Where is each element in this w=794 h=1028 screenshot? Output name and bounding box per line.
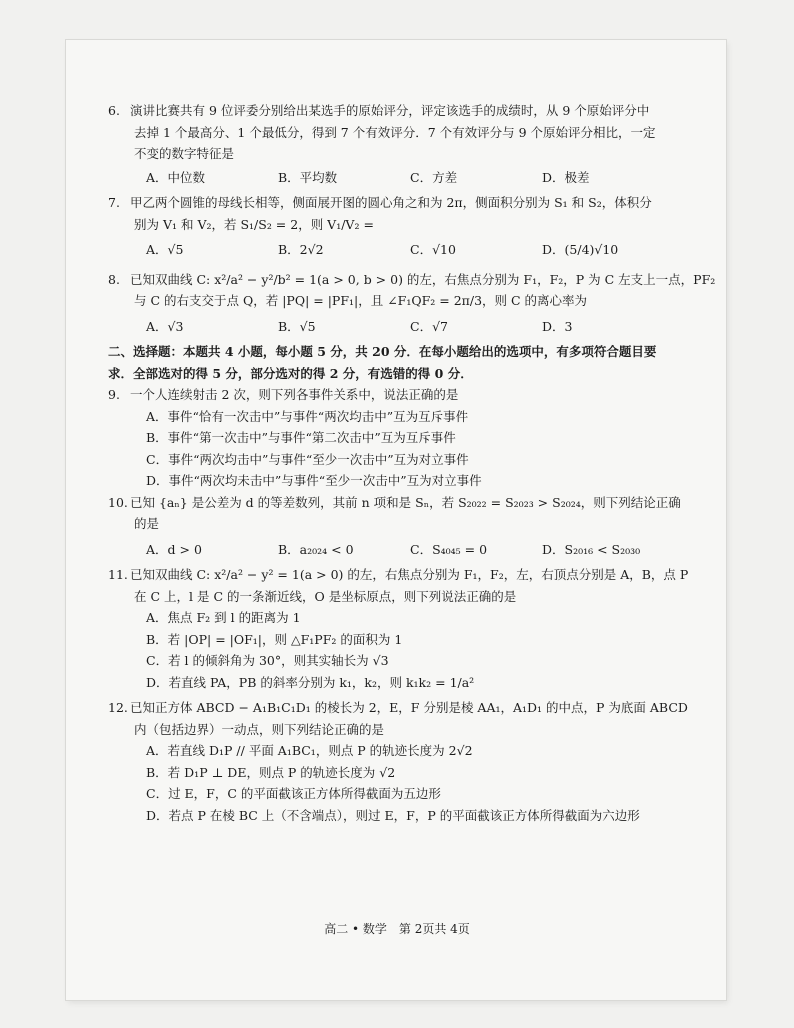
section-heading-line: 二、选择题：本题共 4 小题，每小题 5 分，共 20 分．在每小题给出的选项中，有多项符合题目要 xyxy=(108,344,657,359)
question-text: 一个人连续射击 2 次，则下列各事件关系中，说法正确的是 xyxy=(130,387,459,402)
option-c: C．方差 xyxy=(410,169,458,185)
question-text: 去掉 1 个最高分、1 个最低分，得到 7 个有效评分．7 个有效评分与 9 个原始评分相比，一定 xyxy=(134,124,656,140)
option-b: B．平均数 xyxy=(278,169,338,185)
question-text: 与 C 的右支交于点 Q，若 |PQ| = |PF₁|，且 ∠F₁QF₂ = 2π/3，则 C 的离心率为 xyxy=(134,293,588,308)
option-b: B．若 D₁P ⊥ DE，则点 P 的轨迹长度为 √2 xyxy=(146,764,396,780)
question-9 xyxy=(108,384,674,492)
question-number: 12. xyxy=(108,700,128,715)
exam-content xyxy=(108,100,716,826)
option-b: B．若 |OP| = |OF₁|，则 △F₁PF₂ 的面积为 1 xyxy=(146,631,403,647)
question-text: 的是 xyxy=(134,516,160,531)
option-d: D．若直线 PA，PB 的斜率分别为 k₁，k₂，则 k₁k₂ = 1/a² xyxy=(146,674,475,690)
question-number: 6. xyxy=(108,103,120,118)
option-a: A．√5 xyxy=(146,242,184,257)
option-d: D．3 xyxy=(542,318,573,334)
option-a: A．若直线 D₁P // 平面 A₁BC₁，则点 P 的轨迹长度为 2√2 xyxy=(146,743,473,758)
question-text: 别为 V₁ 和 V₂，若 S₁/S₂ = 2，则 V₁/V₂ = xyxy=(134,216,374,232)
option-a: A．√3 xyxy=(146,318,184,334)
option-a: A．事件“恰有一次击中”与事件“两次均击中”互为互斥事件 xyxy=(146,408,469,424)
question-text: 甲乙两个圆锥的母线长相等，侧面展开图的圆心角之和为 2π，侧面积分别为 S₁ 和 S₂，体积分 xyxy=(130,195,652,210)
question-text: 已知双曲线 C: x²/a² − y²/b² = 1(a > 0, b > 0) 的左，右焦点分别为 F₁，F₂，P 为 C 左支上一点，PF₂ xyxy=(130,271,716,287)
question-10 xyxy=(108,492,681,561)
option-d: D．(5/4)√10 xyxy=(542,242,619,257)
question-text: 内（包括边界）一动点，则下列结论正确的是 xyxy=(134,721,385,737)
option-a: A．焦点 F₂ 到 l 的距离为 1 xyxy=(146,610,301,625)
question-text: 已知双曲线 C: x²/a² − y² = 1(a > 0) 的左，右焦点分别为 F₁，F₂，左，右顶点分别是 A，B，点 P xyxy=(130,567,689,582)
section-heading-line: 求．全部选对的得 5 分，部分选对的得 2 分，有选错的得 0 分． xyxy=(108,365,473,381)
question-text: 已知 {aₙ} 是公差为 d 的等差数列，其前 n 项和是 Sₙ，若 S₂₀₂₂ = S₂₀₂₃ > S₂₀₂₄，则下列结论正确 xyxy=(130,494,681,510)
question-text: 不变的数字特征是 xyxy=(134,146,235,161)
page-footer: 高二 • 数学 第 2页共 4页 xyxy=(324,922,470,936)
option-b: B．a₂₀₂₄ < 0 xyxy=(278,541,354,557)
question-11 xyxy=(108,564,689,693)
question-text: 在 C 上，l 是 C 的一条渐近线，O 是坐标原点，则下列说法正确的是 xyxy=(134,588,517,604)
question-number: 10. xyxy=(108,494,128,510)
option-d: D．若点 P 在棱 BC 上（不含端点），则过 E，F，P 的平面截该正方体所得截面为六边形 xyxy=(146,807,640,823)
options-row xyxy=(146,239,674,261)
option-d: D．事件“两次均未击中”与事件“至少一次击中”互为对立事件 xyxy=(146,473,482,488)
option-d: D．S₂₀₁₆ < S₂₀₃₀ xyxy=(542,541,641,557)
question-text: 已知正方体 ABCD − A₁B₁C₁D₁ 的棱长为 2，E，F 分别是棱 AA₁，A₁D₁ 的中点，P 为底面 ABCD xyxy=(130,700,688,715)
option-c: C．S₄₀₄₅ = 0 xyxy=(410,541,488,557)
option-b: B．事件“第一次击中”与事件“第二次击中”互为互斥事件 xyxy=(146,430,456,445)
options-row xyxy=(146,539,674,561)
option-d: D．极差 xyxy=(542,169,590,185)
option-c: C．若 l 的倾斜角为 30°，则其实轴长为 √3 xyxy=(146,653,389,668)
question-number: 11. xyxy=(108,567,128,582)
options-row xyxy=(146,167,674,189)
options-row xyxy=(146,316,674,338)
question-6 xyxy=(108,100,674,188)
question-number: 9. xyxy=(108,387,120,402)
option-a: A．d > 0 xyxy=(146,541,202,557)
question-7 xyxy=(108,192,674,261)
question-text: 演讲比赛共有 9 位评委分别给出某选手的原始评分，评定该选手的成绩时，从 9 个原始评分中 xyxy=(130,103,650,118)
question-number: 7. xyxy=(108,195,120,210)
question-12 xyxy=(108,697,688,826)
question-8 xyxy=(108,269,716,338)
option-b: B．√5 xyxy=(278,318,316,334)
section-heading xyxy=(108,341,674,384)
option-b: B．2√2 xyxy=(278,242,324,257)
option-c: C．√10 xyxy=(410,242,456,257)
option-c: C．过 E，F，C 的平面截该正方体所得截面为五边形 xyxy=(146,786,441,801)
option-a: A．中位数 xyxy=(146,169,206,185)
option-c: C．事件“两次均击中”与事件“至少一次击中”互为对立事件 xyxy=(146,451,469,467)
question-number: 8. xyxy=(108,271,120,287)
option-c: C．√7 xyxy=(410,318,448,334)
